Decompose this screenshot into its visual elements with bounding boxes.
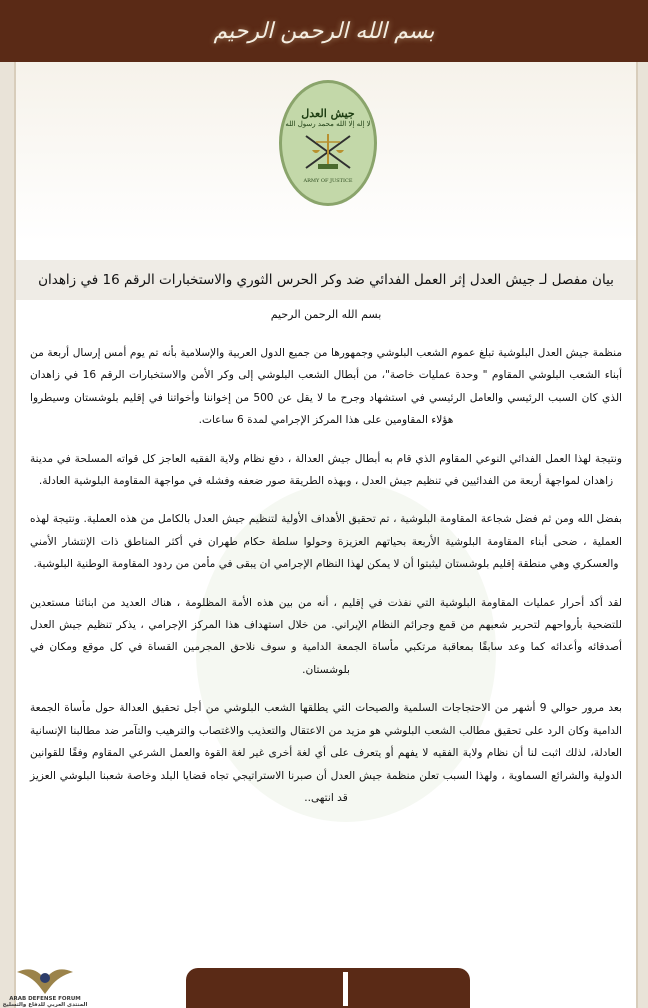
forum-name: ARAB DEFENSE FORUM [9, 996, 81, 1002]
paragraph: منظمة جيش العدل البلوشية تبلغ عموم الشعب البلوشي وجمهورها من جميع الدول العربية والإسلامية بأنه تم يوم أمس إرسال أربعة من أبناء الشعب البلوشي المقاوم " وحدة عمليات خاصة"، من أبطال الشعب البلوشي إلى وكر الأمن والاستخبارات الرقم 16 في زاهدان الذي كان السبب الرئيسي والعامل الرئيسي في استشهاد وجرح ما لا يقل عن 500 من إخواننا وأخواتنا في إقليم بلوشستان وسيطروا هؤلاء المقاومين على هذا المركز الإجرامي لمدة 6 ساعات. [30, 347, 622, 427]
logo-english-text: ARMY OF JUSTICE [303, 177, 353, 184]
footer-divider [343, 972, 348, 1006]
logo-subtitle: لا إله إلا الله محمد رسول الله [285, 119, 371, 128]
document-body [30, 300, 622, 809]
bottom-footer-bar [186, 968, 470, 1008]
basmala-line: بسم الله الرحمن الرحيم [270, 308, 382, 321]
logo-title: جيش العدل [301, 106, 355, 120]
document-page [14, 62, 638, 1008]
paragraph: بعد مرور حوالي 9 أشهر من الاحتجاجات السلمية والصيحات التي يطلقها الشعب البلوشي من أجل تحقيق العدالة حول مأساة الجمعة الدامية وكان الرد على تحقيق مطالب الشعب البلوشي هو مزيد من الاعتقال والتعذيب والاغتصاب والترهيب والتآمر ضد مطالبنا الإنسانية العادلة، لذلك اثبت لنا أن نظام ولاية الفقيه لا يفهم أو يتعرف على أي لغة أخرى غير لغة القوة والعمل الشرعي المقاوم وفقًا للقوانين الدولية والشرائع السماوية ، ولهذا السبب تعلن منظمة جيش العدل أن صبرنا الاستراتيجي تجاه قضايا البلد وخاصة شعبنا البلوشي العزيز قد انتهى.. [30, 702, 622, 804]
document-title: بيان مفصل لـ جيش العدل إثر العمل الفدائي ضد وكر الحرس الثوري والاستخبارات الرقم 16 في زاهدان [38, 272, 614, 288]
swords-scales-icon [298, 130, 358, 174]
basmala-calligraphy: بسم الله الرحمن الرحيم [213, 18, 435, 44]
forum-watermark [0, 946, 90, 1008]
top-header-bar [0, 0, 648, 62]
eagle-icon [15, 962, 75, 996]
paragraph: بفضل الله ومن ثم فضل شجاعة المقاومة البلوشية ، تم تحقيق الأهداف الأولية لتنظيم جيش العدل بالكامل من هذه العملية. ونتيجة لهذه العملية ، ضحى أبناء المقاومة البلوشية الأربعة بحياتهم العزيزة وحولوا سلطة حكام طهران في أكثر المناطق ذات الإنتشار الأمني والعسكري وهي منطقة إقليم بلوشستان ليثبتوا أن لا يمكن لهذا النظام الإجرامي ان يبقى في مأمن من ردود المقاومة الوطنية البلوشية. [30, 513, 622, 571]
army-of-justice-logo [279, 80, 377, 206]
forum-name-arabic: المنتدى العربي للدفاع والتسليح [2, 1002, 88, 1008]
title-band [16, 260, 636, 300]
paragraph: لقد أكد أحرار عمليات المقاومة البلوشية التي نفذت في إقليم ، أنه من بين هذه الأمة المظلومة ، هناك العديد من ابنائنا مستعدين للتضحية بأرواحهم لتحرير شعبهم من قمع وجرائم النظام الإيراني. من خلال استهداف هذا المركز الإجرامي ، يذكر تنظيم جيش العدل أصدقائه وأعدائه كما وعد سابقًا بمعاقبة مرتكبي مأساة الجمعة الدامية و سوف نلاحق المجرمين القساة في كل موقع ومكان في بلوشستان. [30, 596, 622, 676]
paragraph: ونتيجة لهذا العمل الفدائي النوعي المقاوم الذي قام به أبطال جيش العدالة ، دفع نظام ولاية الفقيه العاجز كل قواته المسلحة في مدينة زاهدان لمواجهة أربعة من الفدائيين في تنظيم جيش العدل ، وبهذه الطريقة صور ضعفه وفشله في مواجهة المقاومة البلوشية العادلة. [30, 452, 622, 488]
